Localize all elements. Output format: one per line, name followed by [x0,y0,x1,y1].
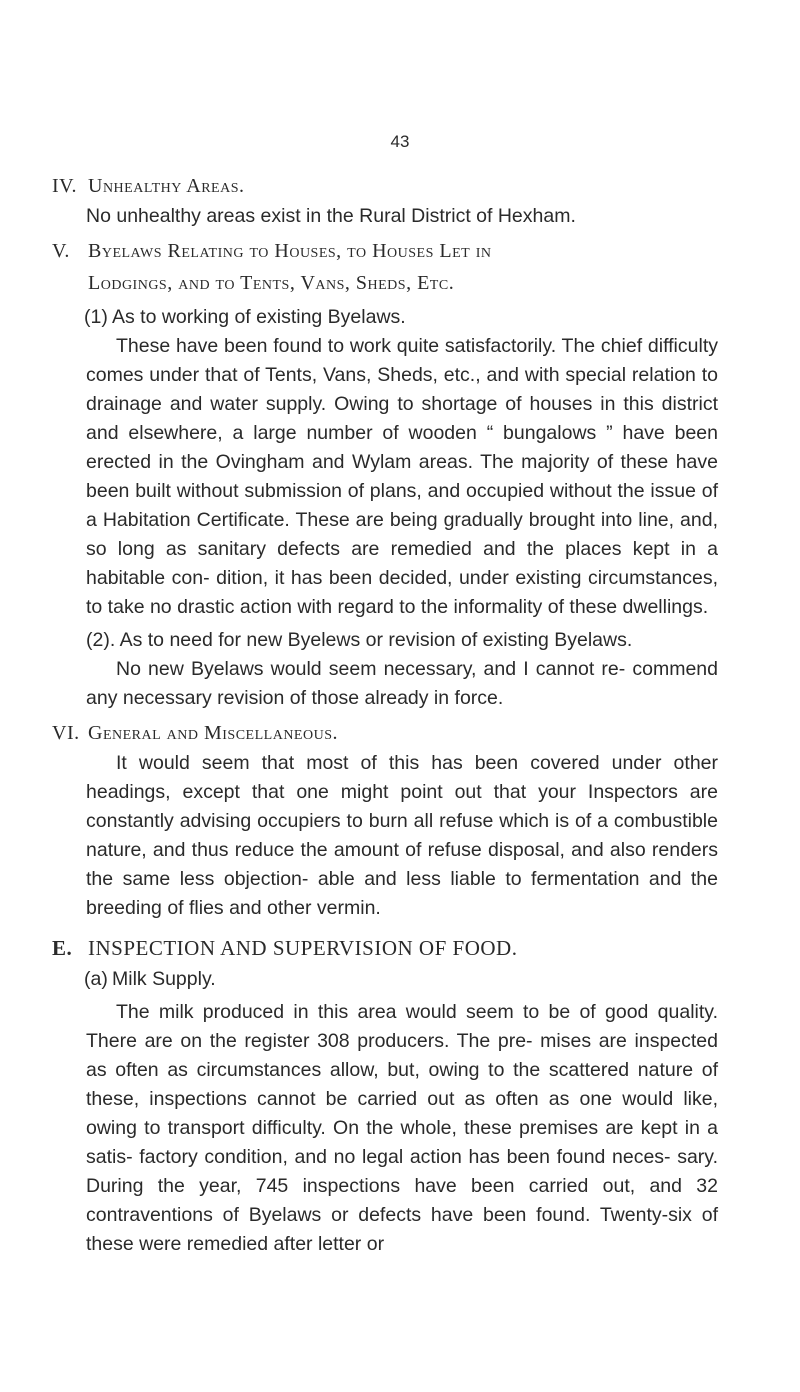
section-title: Unhealthy Areas. [88,175,245,197]
section-paragraph: No unhealthy areas exist in the Rural District of Hexham. [86,205,576,227]
subsection-number: (2). [86,629,116,651]
subsection-paragraph: These have been found to work quite satisfactorily. The chief difficulty comes under that of Tents, Vans, Sheds, etc., and with special relation to drainage and water supply. Owing to shortage of houses in this district and elsewhere, a large number of wooden “ bungalows ” have been erected in the Ovingham and Wylam areas. The majority of these have been built without submission of plans, and occupied without the issue of a Habitation Certificate. These are being gradually brought into line, and, so long as sanitary defects are remedied and the places kept in a habitable con- dition, it has been decided, under existing circumstances, to take no drastic action with regard to the informality of these dwellings. [86,335,718,618]
subsection-paragraph: No new Byelaws would seem necessary, and I cannot re- commend any necessary revision of those already in force. [86,658,718,709]
subsection-title: As to working of existing Byelaws. [112,306,406,328]
section-heading-v [52,235,718,267]
section-title: INSPECTION AND SUPERVISION OF FOOD. [88,936,518,960]
subsection-title: Milk Supply. [112,968,216,990]
section-letter: E. [52,936,73,960]
section-number: IV. [52,175,78,197]
subsection-number: (1) [84,306,108,328]
section-number: V. [52,240,70,262]
section-paragraph: It would seem that most of this has been covered under other headings, except that one might point out that your Inspectors are constantly advising occupiers to burn all refuse which is of a combustible nature, and thus reduce the amount of refuse disposal, and also renders the same less objection- able and less liable to fermentation and the breeding of flies and other vermin. [86,752,718,919]
section-title: General and Miscellaneous. [88,722,338,744]
subsection-heading-2 [52,626,718,655]
page-number: 43 [390,132,410,151]
section-title-line-2: Lodgings, and to Tents, Vans, Sheds, Etc. [88,272,455,294]
section-heading-vi [52,717,718,749]
section-heading-e [52,931,718,965]
subsection-title: As to need for new Byelews or revision of existing Byelaws. [119,629,633,651]
section-number: VI. [52,722,80,744]
subsection-number: (a) [84,968,108,990]
page-body [52,170,718,1259]
section-heading-iv [52,170,718,202]
subsection-heading-a [52,965,718,994]
subsection-heading-1 [52,303,718,332]
section-title-line-1: Byelaws Relating to Houses, to Houses Let in [88,240,492,262]
section-paragraph: The milk produced in this area would seem to be of good quality. There are on the register 308 producers. The pre- mises are inspected as often as circumstances allow, but, owing to the scattered nature of these, inspections cannot be carried out as often as one would like, owing to transport difficulty. On the whole, these premises are kept in a satis- factory condition, and no legal action has been found neces- sary. During the year, 745 inspections have been carried out, and 32 contraventions of Byelaws or defects have been found. Twenty-six of these were remedied after letter or [86,1001,718,1255]
